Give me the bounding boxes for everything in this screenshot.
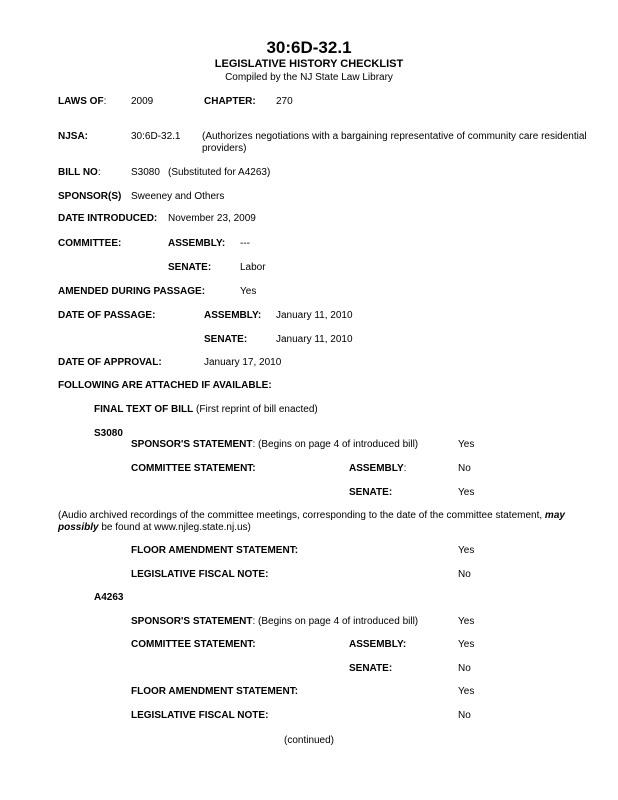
audio-note-after: be found at www.njleg.state.nj.us) xyxy=(98,522,251,533)
laws-of-label-text: LAWS OF xyxy=(58,96,104,107)
amended-value: Yes xyxy=(240,286,257,297)
s3080-assembly-colon: : xyxy=(403,463,407,474)
a4263-bill: A4263 xyxy=(94,592,124,603)
date-introduced-label: DATE INTRODUCED: xyxy=(58,213,158,224)
passage-assembly-value: January 11, 2010 xyxy=(276,310,353,321)
s3080-fiscal-label: LEGISLATIVE FISCAL NOTE: xyxy=(131,569,269,580)
continued-note: (continued) xyxy=(283,735,335,746)
passage-label: DATE OF PASSAGE: xyxy=(58,310,156,321)
committee-assembly-label: ASSEMBLY: xyxy=(168,238,226,249)
bill-no-substituted: (Substituted for A4263) xyxy=(168,167,271,178)
sponsors-value: Sweeney and Others xyxy=(131,191,225,202)
attached-heading: FOLLOWING ARE ATTACHED IF AVAILABLE: xyxy=(58,380,272,391)
approval-value: January 17, 2010 xyxy=(204,357,282,368)
a4263-assembly-label: ASSEMBLY: xyxy=(349,639,407,650)
a4263-senate-value: No xyxy=(458,663,471,674)
bill-no-label-text: BILL NO xyxy=(58,167,98,178)
sponsors-label: SPONSOR(S) xyxy=(58,191,122,202)
committee-assembly-value: --- xyxy=(240,238,250,249)
audio-note-emphasis: may possibly xyxy=(58,510,565,533)
amended-label: AMENDED DURING PASSAGE: xyxy=(58,286,206,297)
a4263-fiscal-value: No xyxy=(458,710,471,721)
final-text-row xyxy=(94,404,318,416)
chapter-label: CHAPTER: xyxy=(204,96,256,107)
approval-label: DATE OF APPROVAL: xyxy=(58,357,162,368)
committee-label: COMMITTEE: xyxy=(58,238,122,249)
s3080-floor-value: Yes xyxy=(458,545,475,556)
a4263-fiscal-label: LEGISLATIVE FISCAL NOTE: xyxy=(131,710,269,721)
s3080-assembly-label xyxy=(349,463,406,475)
bill-no-colon: : xyxy=(97,167,101,178)
s3080-sponsor-value: Yes xyxy=(458,439,475,450)
s3080-senate-value: Yes xyxy=(458,487,475,498)
a4263-sponsor-note: : (Begins on page 4 of introduced bill) xyxy=(252,616,419,627)
committee-senate-value: Labor xyxy=(240,262,266,273)
audio-note-before: (Audio archived recordings of the committee meetings, corresponding to the date of the committee statement, xyxy=(58,510,545,521)
njsa-label: NJSA: xyxy=(58,131,89,142)
a4263-floor-value: Yes xyxy=(458,686,475,697)
passage-senate-label: SENATE: xyxy=(204,334,248,345)
njsa-description: (Authorizes negotiations with a bargaining representative of community care residential providers) xyxy=(202,131,587,154)
statute-number: 30:6D-32.1 xyxy=(266,38,352,57)
a4263-assembly-value: Yes xyxy=(458,639,475,650)
s3080-committee-label: COMMITTEE STATEMENT: xyxy=(131,463,256,474)
laws-of-colon: : xyxy=(103,96,107,107)
document-title: LEGISLATIVE HISTORY CHECKLIST xyxy=(214,58,404,70)
a4263-sponsor-value: Yes xyxy=(458,616,475,627)
chapter-number: 270 xyxy=(276,96,293,107)
bill-no-value: S3080 xyxy=(131,167,160,178)
s3080-floor-label: FLOOR AMENDMENT STATEMENT: xyxy=(131,545,299,556)
final-text-note: (First reprint of bill enacted) xyxy=(193,404,318,415)
compiled-by: Compiled by the NJ State Law Library xyxy=(225,72,393,83)
a4263-sponsor-statement xyxy=(131,616,418,628)
s3080-sponsor-label: SPONSOR'S STATEMENT xyxy=(131,439,253,450)
a4263-floor-label: FLOOR AMENDMENT STATEMENT: xyxy=(131,686,299,697)
a4263-sponsor-label: SPONSOR'S STATEMENT xyxy=(131,616,253,627)
passage-assembly-label: ASSEMBLY: xyxy=(204,310,262,321)
final-text-label: FINAL TEXT OF BILL xyxy=(94,404,194,415)
s3080-sponsor-statement xyxy=(131,439,418,451)
laws-of-label xyxy=(58,96,106,108)
s3080-assembly-value: No xyxy=(458,463,471,474)
s3080-senate-label: SENATE: xyxy=(349,487,393,498)
passage-senate-value: January 11, 2010 xyxy=(276,334,353,345)
njsa-citation: 30:6D-32.1 xyxy=(131,131,181,142)
bill-no-label xyxy=(58,167,101,179)
s3080-fiscal-value: No xyxy=(458,569,471,580)
committee-senate-label: SENATE: xyxy=(168,262,212,273)
s3080-sponsor-note: : (Begins on page 4 of introduced bill) xyxy=(252,439,419,450)
s3080-assembly-label-text: ASSEMBLY xyxy=(349,463,404,474)
s3080-bill: S3080 xyxy=(94,428,123,439)
audio-note xyxy=(58,510,606,534)
date-introduced-value: November 23, 2009 xyxy=(168,213,256,224)
a4263-committee-label: COMMITTEE STATEMENT: xyxy=(131,639,256,650)
a4263-senate-label: SENATE: xyxy=(349,663,393,674)
laws-of-year: 2009 xyxy=(131,96,154,107)
